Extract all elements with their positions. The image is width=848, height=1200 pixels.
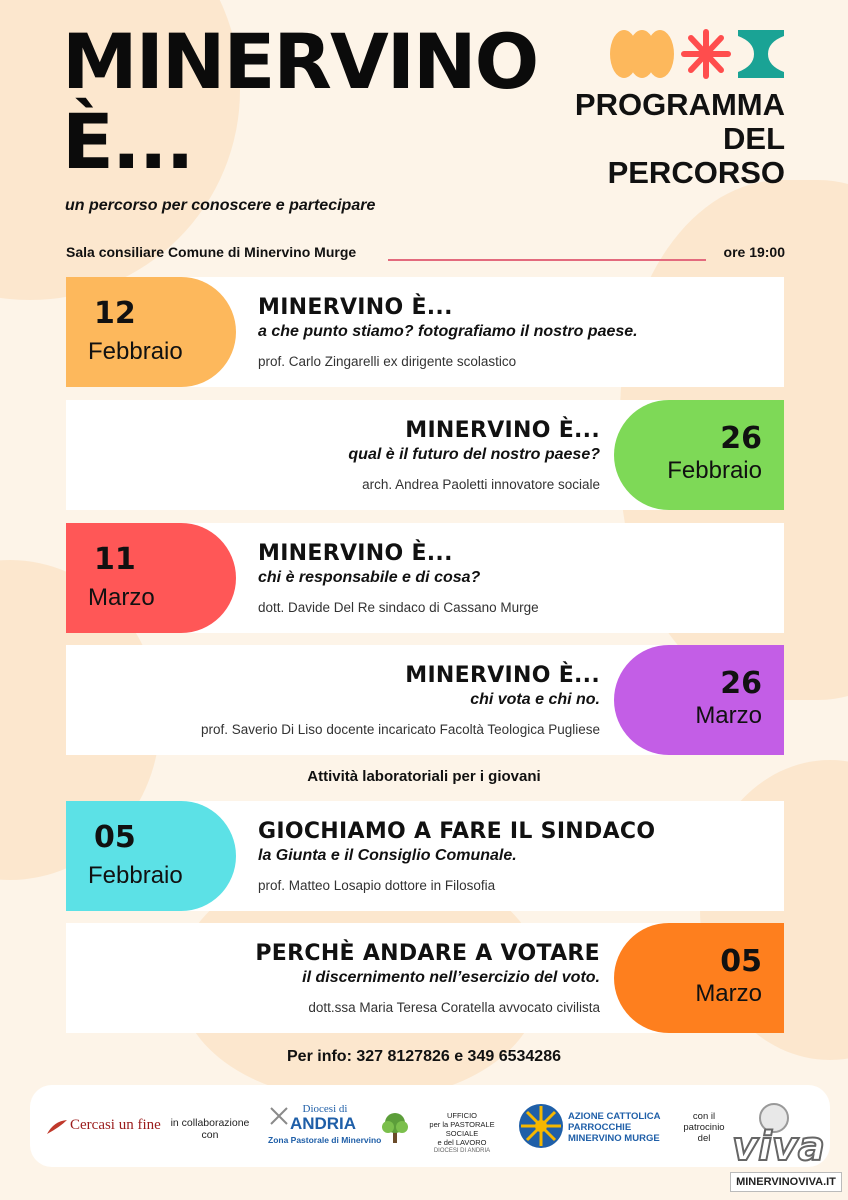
ufficio-line-2: per la PASTORALE SOCIALE (429, 1120, 495, 1138)
date-badge (614, 923, 784, 1033)
event-heading: MINERVINO È... (258, 295, 453, 320)
feather-icon (46, 1119, 68, 1135)
ufficio-line-4: DIOCESI DI ANDRIA (433, 1148, 491, 1154)
workshop-heading: PERCHÈ ANDARE A VOTARE (255, 941, 600, 966)
diocesi-top: Diocesi di (302, 1103, 348, 1115)
event-speaker: prof. Carlo Zingarelli ex dirigente scolastico (258, 354, 517, 369)
event-speaker: prof. Saverio Di Liso docente incaricato Facoltà Teologica Pugliese (201, 722, 600, 737)
workshop-speaker: dott.ssa Maria Teresa Coratella avvocato civilista (308, 1000, 600, 1015)
title-line-1: MINERVINO (62, 17, 538, 106)
event-heading: MINERVINO È... (405, 663, 600, 688)
title-line-2: È... (62, 97, 193, 186)
venue-time: ore 19:00 (723, 244, 785, 260)
ufficio-line-3: e del LAVORO (437, 1138, 487, 1147)
workshop-question: il discernimento nell’esercizio del voto. (302, 969, 600, 986)
diocesi-name: ANDRIA (289, 1114, 357, 1133)
azione-cattolica-icon (518, 1103, 564, 1149)
tree-icon (380, 1111, 410, 1145)
program-heading (560, 88, 785, 190)
ac-line-3: MINERVINO MURGE (568, 1133, 660, 1144)
ufficio-line-1: UFFICIO (447, 1111, 477, 1120)
venue-divider (388, 259, 706, 261)
diocesi-logo (268, 1103, 382, 1145)
workshop-month: Febbraio (88, 862, 183, 889)
date-badge (66, 801, 236, 911)
event-day: 26 (720, 666, 762, 701)
event-month: Marzo (88, 584, 155, 611)
sponsors-footer (30, 1085, 830, 1167)
ac-line-1: AZIONE CATTOLICA (568, 1111, 661, 1122)
date-badge (66, 277, 236, 387)
event-month: Febbraio (667, 457, 762, 484)
event-day: 12 (94, 296, 136, 331)
workshop-speaker: prof. Matteo Losapio dottore in Filosofia (258, 878, 496, 893)
program-logo-icon (610, 28, 786, 80)
venue-location: Sala consiliare Comune di Minervino Murge (66, 244, 357, 260)
collaboration-text: in collaborazione con (170, 1117, 250, 1141)
cercasi-name: Cercasi un fine (70, 1117, 161, 1133)
event-day: 26 (720, 421, 762, 456)
event-heading: MINERVINO È... (258, 541, 453, 566)
program-heading-line-1: PROGRAMMA (574, 87, 785, 122)
page-subtitle: un percorso per conoscere e partecipare (65, 197, 376, 214)
contact-info: Per info: 327 8127826 e 349 6534286 (287, 1048, 561, 1065)
event-month: Febbraio (88, 338, 183, 365)
crossed-keys-icon (268, 1105, 290, 1127)
program-heading-line-2: DEL PERCORSO (607, 121, 785, 190)
viva-logo-icon (728, 1094, 838, 1174)
workshop-card (66, 923, 784, 1033)
event-card (66, 645, 784, 755)
workshops-title: Attività laboratoriali per i giovani (307, 768, 541, 785)
event-heading: MINERVINO È... (405, 418, 600, 443)
workshop-card (66, 801, 784, 911)
workshop-day: 05 (720, 944, 762, 979)
workshop-day: 05 (94, 820, 136, 855)
ac-line-2: PARROCCHIE (568, 1122, 632, 1133)
watermark-site: MINERVINOVIVA.IT (730, 1172, 842, 1192)
viva-logo-text: viva (732, 1124, 825, 1170)
patrocinio-text: con il patrocinio del (683, 1111, 725, 1144)
event-question: chi è responsabile e di cosa? (258, 569, 481, 586)
date-badge (66, 523, 236, 633)
event-speaker: dott. Davide Del Re sindaco di Cassano Murge (258, 600, 539, 615)
page-title (62, 17, 538, 186)
event-speaker: arch. Andrea Paoletti innovatore sociale (362, 477, 600, 492)
event-question: chi vota e chi no. (470, 691, 600, 708)
workshop-question: la Giunta e il Consiglio Comunale. (258, 847, 517, 864)
date-badge (614, 400, 784, 510)
event-card (66, 523, 784, 633)
workshop-heading: GIOCHIAMO A FARE IL SINDACO (258, 819, 656, 844)
workshop-month: Marzo (695, 980, 762, 1007)
event-question: qual è il futuro del nostro paese? (348, 446, 600, 463)
date-badge (614, 645, 784, 755)
event-question: a che punto stiamo? fotografiamo il nostro paese. (258, 323, 638, 340)
event-month: Marzo (695, 702, 762, 729)
event-card (66, 400, 784, 510)
event-day: 11 (94, 542, 136, 577)
diocesi-zone: Zona Pastorale di Minervino (268, 1135, 382, 1145)
event-card (66, 277, 784, 387)
